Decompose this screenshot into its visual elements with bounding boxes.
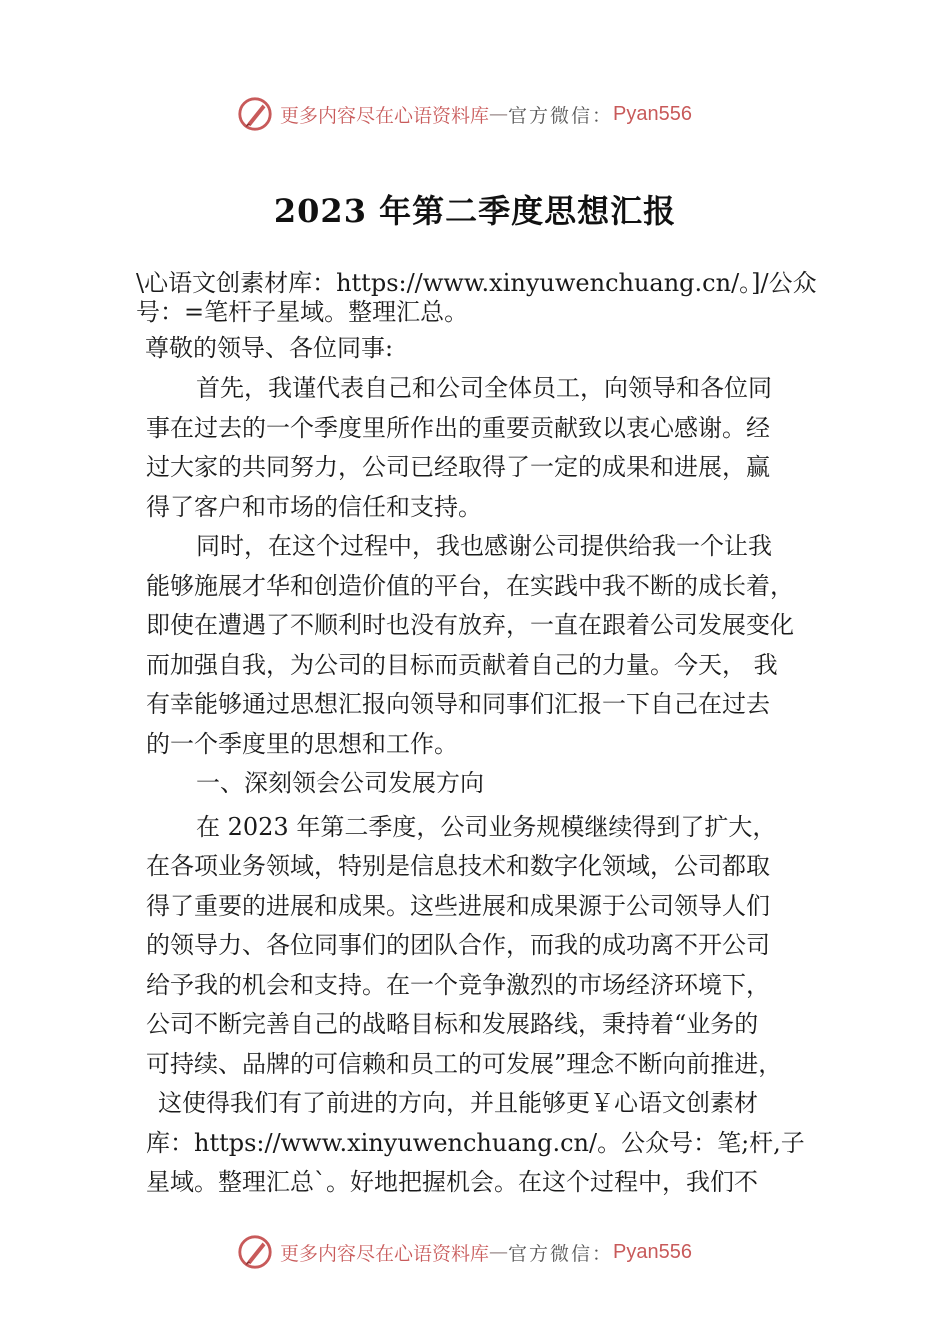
body-line: 在 2023 年第二季度，公司业务规模继续得到了扩大， [196,813,777,841]
banner-contact-id: Pyan556 [613,1240,692,1263]
body-line: 给予我的机会和支持。在一个竞争激烈的市场经济环境下， [146,971,770,999]
body-line: 尊敬的领导、各位同事: [145,334,394,362]
banner-contact-id: Pyan556 [613,102,692,125]
body-line: 的领导力、各位同事们的团队合作，而我的成功离不开公司 [146,931,770,959]
banner-text: 更多内容尽在心语资料库 [280,1242,490,1265]
body-line: 首先，我谨代表自己和公司全体员工，向领导和各位同 [196,374,772,402]
section-heading: 一、深刻领会公司发展方向 [196,769,484,797]
document-title: 2023 年第二季度思想汇报 [273,192,677,230]
banner-contact-label: 官方微信： [508,1242,614,1265]
banner-contact-label: 官方微信： [508,104,614,127]
body-line: 事在过去的一个季度里所作出的重要贡献致以衷心感谢。经 [146,414,770,442]
banner-separator: — [489,103,509,125]
banner-text: 更多内容尽在心语资料库 [280,104,490,127]
body-line: 公司不断完善自己的战略目标和发展路线，秉持着“业务的 [146,1010,759,1038]
brush-logo-icon [236,95,274,133]
footer-banner [236,1232,756,1272]
body-line: 过大家的共同努力，公司已经取得了一定的成果和进展，赢 [146,453,770,481]
body-line: 号：=笔杆子星域。整理汇总。 [136,298,469,326]
body-line: 可持续、品牌的可信赖和员工的可发展”理念不断向前推进， [146,1050,783,1078]
body-line: 这使得我们有了前进的方向，并且能够更￥心语文创素材 [158,1089,758,1117]
body-line: 有幸能够通过思想汇报向领导和同事们汇报一下自己在过去 [146,690,770,718]
body-line: 星域。整理汇总`。好地把握机会。在这个过程中，我们不 [146,1168,758,1196]
body-line: 库：https://www.xinyuwenchuang.cn/。公众号：笔;杆,子 [146,1129,805,1157]
brush-logo-icon [236,1233,274,1271]
body-line: 同时，在这个过程中，我也感谢公司提供给我一个让我 [196,532,772,560]
body-line: 而加强自我，为公司的目标而贡献着自己的力量。今天， 我 [146,651,778,679]
body-line: 在各项业务领域，特别是信息技术和数字化领域，公司都取 [146,852,770,880]
body-line: 得了重要的进展和成果。这些进展和成果源于公司领导人们 [146,892,770,920]
body-line: 的一个季度里的思想和工作。 [146,730,458,758]
header-banner [236,94,756,134]
body-line: \心语文创素材库：https://www.xinyuwenchuang.cn/。]/公众 [136,269,817,297]
body-line: 即使在遭遇了不顺利时也没有放弃，一直在跟着公司发展变化 [146,611,794,639]
body-line: 能够施展才华和创造价值的平台，在实践中我不断的成长着， [146,572,794,600]
body-line: 得了客户和市场的信任和支持。 [146,493,482,521]
banner-separator: — [489,1241,509,1263]
